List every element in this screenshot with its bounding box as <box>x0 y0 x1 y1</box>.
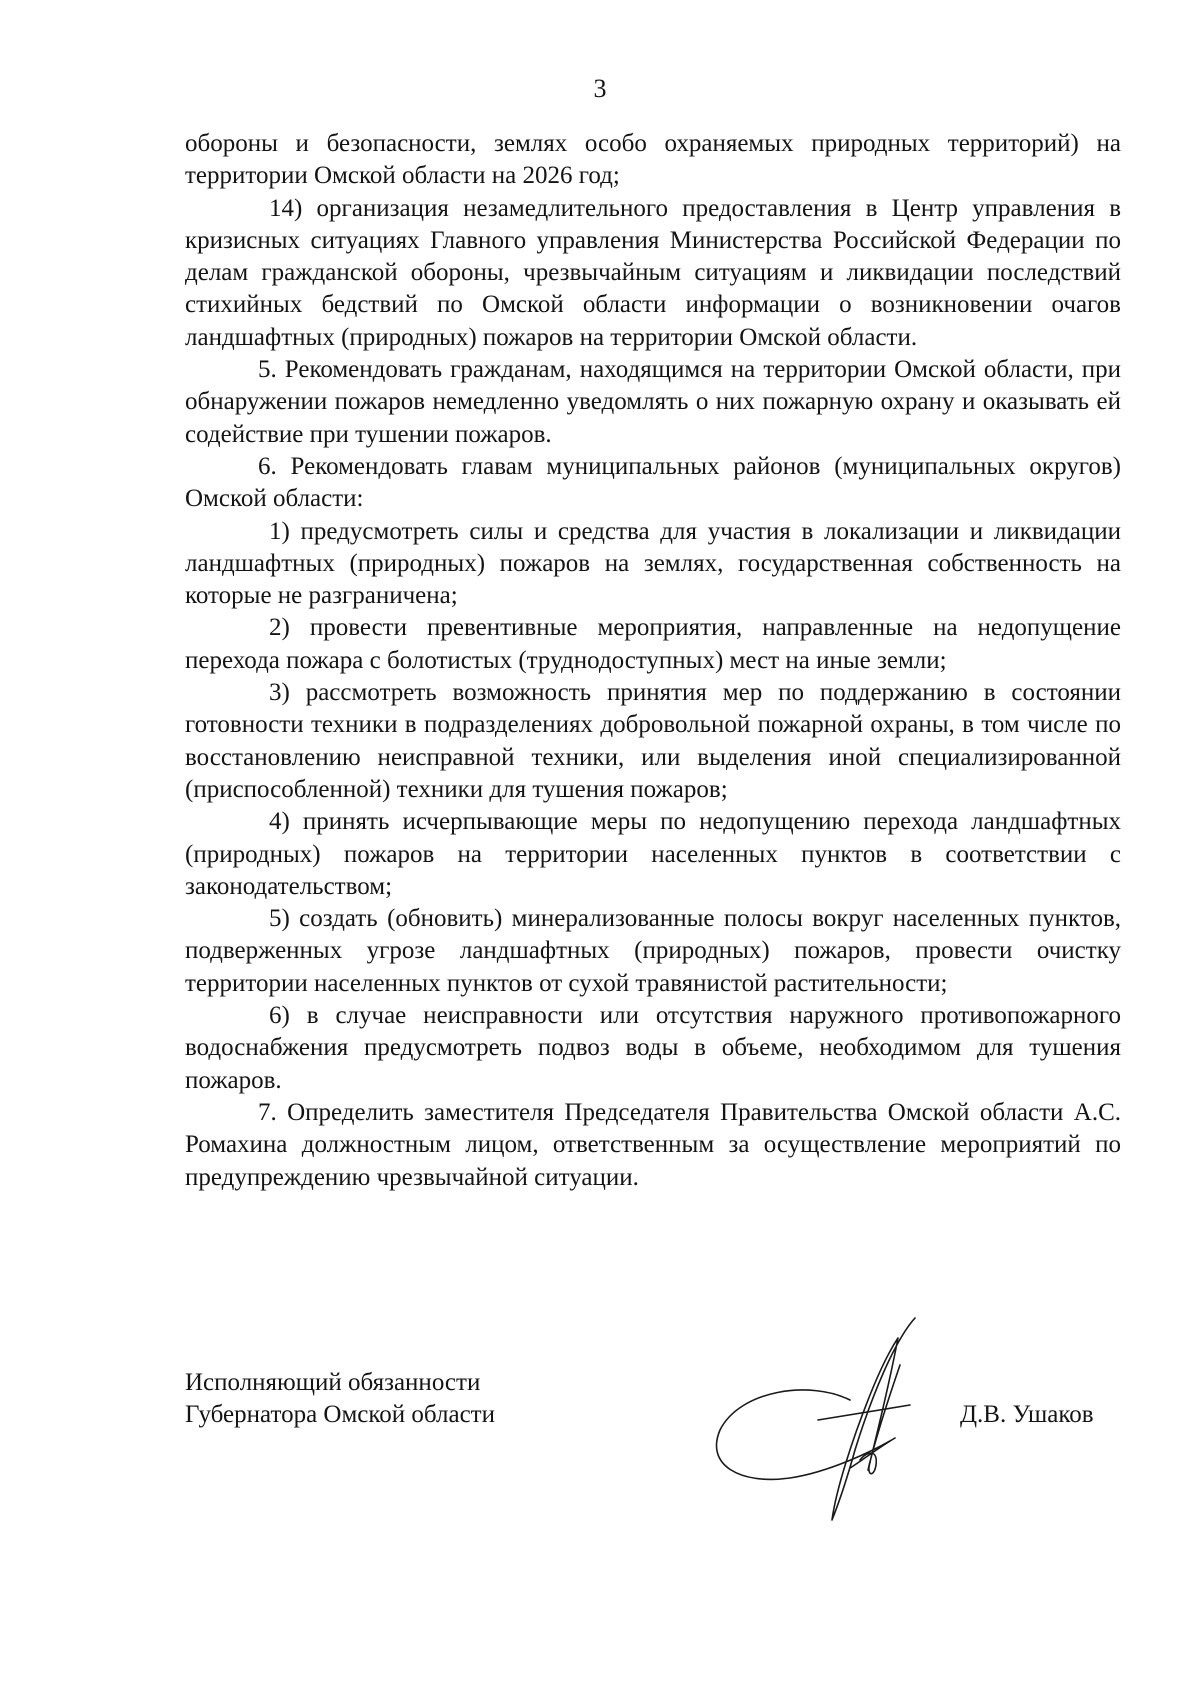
signature-main-stroke <box>832 1318 915 1520</box>
paragraph-clause-6: 6. Рекомендовать главам муниципальных районов (муниципальных округов) Омской области: <box>185 452 1121 513</box>
document-body <box>185 128 1121 1194</box>
signatory-title-line-1: Исполняющий обязанности <box>185 1369 481 1396</box>
paragraph-clause-5: 5. Рекомендовать гражданам, находящимся на территории Омской области, при обнаружении пожаров немедленно уведомлять о них пожарную охрану и оказывать ей содействие при тушении пожаров. <box>185 356 1121 448</box>
paragraph-continuation: обороны и безопасности, землях особо охраняемых природных территорий) на территории Омской области на 2026 год; <box>185 130 1121 190</box>
paragraph-subitem-3: 3) рассмотреть возможность принятия мер по поддержанию в состоянии готовности техники в подразделениях добровольной пожарной охраны, в том числе по восстановлению неисправной техники, или выделения иной специализированной (приспособленной) техники для тушения пожаров; <box>185 679 1121 803</box>
signature-line-stroke <box>818 1405 910 1420</box>
paragraph-subitem-4: 4) принять исчерпывающие меры по недопущению перехода ландшафтных (природных) пожаров на территории населенных пунктов в соответствии с законодательством; <box>185 808 1121 900</box>
paragraph-item-14: 14) организация незамедлительного предоставления в Центр управления в кризисных ситуациях Главного управления Министерства Российской Федерации по делам гражданской обороны, чрезвычайным ситуациям и ликвидации последствий стихийных бедствий по Омской области информации о возникновении очагов ландшафтных (природных) пожаров на территории Омской области. <box>185 194 1121 351</box>
paragraph-subitem-6: 6) в случае неисправности или отсутствия наружного противопожарного водоснабжения предусмотреть подвоз воды в объеме, необходимом для тушения пожаров. <box>185 1002 1121 1094</box>
paragraph-clause-7: 7. Определить заместителя Председателя Правительства Омской области А.С. Ромахина должностным лицом, ответственным за осуществление мероприятий по предупреждению чрезвычайной ситуации. <box>185 1098 1121 1191</box>
signatory-name: Д.В. Ушаков <box>960 1401 1094 1428</box>
paragraph-subitem-5: 5) создать (обновить) минерализованные полосы вокруг населенных пунктов, подверженных угрозе ландшафтных (природных) пожаров, провести очистку территории населенных пунктов от сухой травянистой растительности; <box>185 905 1121 997</box>
signatory-title <box>185 1367 495 1431</box>
handwritten-signature <box>700 1300 980 1550</box>
page-number: 3 <box>593 74 607 103</box>
signatory-title-line-2: Губернатора Омской области <box>185 1401 495 1428</box>
paragraph-subitem-1: 1) предусмотреть силы и средства для участия в локализации и ликвидации ландшафтных (природных) пожаров на землях, государственная собственность на которые не разграничена; <box>185 517 1121 610</box>
paragraph-subitem-2: 2) провести превентивные мероприятия, направленные на недопущение перехода пожара с болотистых (труднодоступных) мест на иные земли; <box>185 614 1121 674</box>
